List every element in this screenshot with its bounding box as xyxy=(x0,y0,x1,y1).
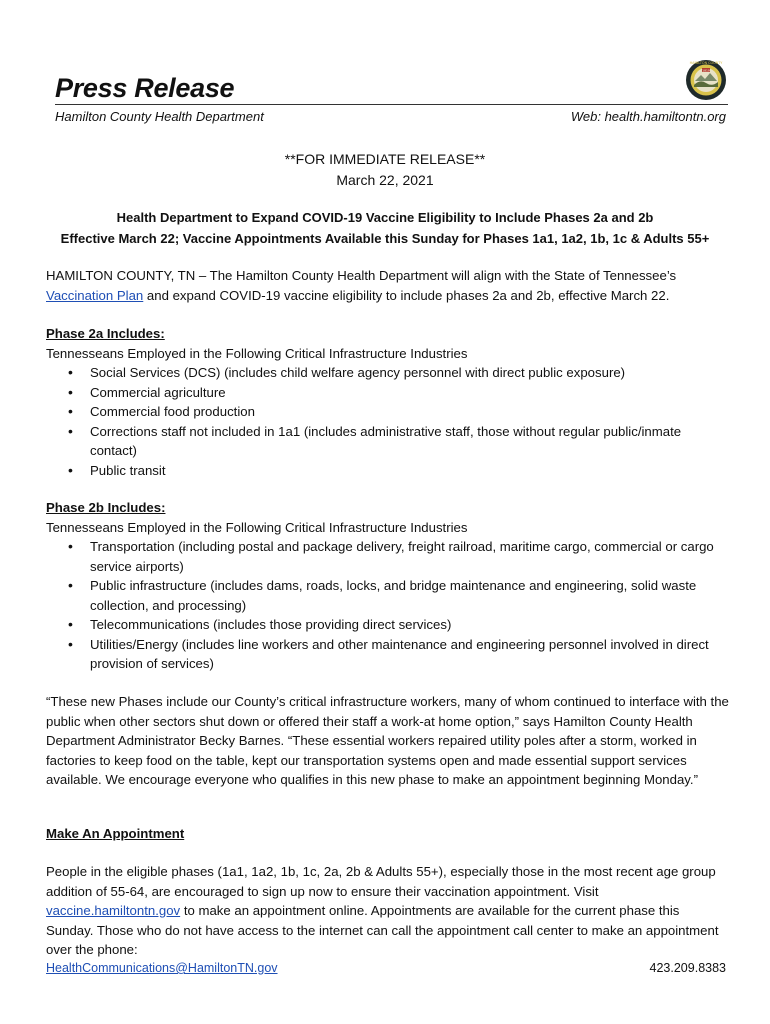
phase-2b-heading: Phase 2b Includes: xyxy=(46,500,166,515)
phase-2b-section xyxy=(46,498,730,674)
quote-text: “These new Phases include our County’s critical infrastructure workers, many of whom continued to interface with the public when other sectors shut down or offered their staff a work-at home option,” says Hamilton County Health Department Administrator Becky Barnes. “These essential workers repaired utility poles after a storm, worked in factories to keep food on the table, kept our transportation systems open and made essential support services available. We encourage everyone who qualifies in this new phase to make an appointment beginning Monday.” xyxy=(46,694,729,787)
appointment-paragraph xyxy=(46,862,730,960)
appointment-heading-text: Make An Appointment xyxy=(46,826,185,841)
list-item: • Public infrastructure (includes dams, roads, locks, and bridge maintenance and engineering, solid waste collection, and processing) xyxy=(46,576,730,615)
list-item: • Public transit xyxy=(46,461,730,481)
list-item: • Telecommunications (includes those providing direct services) xyxy=(46,615,730,635)
phase-2a-heading: Phase 2a Includes: xyxy=(46,326,165,341)
intro-paragraph xyxy=(46,266,730,305)
county-seal-icon xyxy=(685,59,727,101)
headline-line-2: Effective March 22; Vaccine Appointments Available this Sunday for Phases 1a1, 1a2, 1b, 1c & Adults 55+ xyxy=(60,231,710,246)
phase-2b-subheading: Tennesseans Employed in the Following Critical Infrastructure Industries xyxy=(46,519,468,535)
contact-phone: 423.209.8383 xyxy=(649,961,726,975)
organization-name: Hamilton County Health Department xyxy=(55,109,264,124)
vaccine-site-link[interactable]: vaccine.hamiltontn.gov xyxy=(46,903,181,918)
headline-line-1: Health Department to Expand COVID-19 Vaccine Eligibility to Include Phases 2a and 2b xyxy=(116,210,654,225)
intro-text-start: HAMILTON COUNTY, TN – The Hamilton County Health Department will align with the State of Tennessee’s xyxy=(46,268,677,283)
svg-text:1819: 1819 xyxy=(702,68,710,73)
list-item: • Transportation (including postal and package delivery, freight railroad, maritime cargo, commercial or cargo service airports) xyxy=(46,537,730,576)
header-divider xyxy=(55,104,728,105)
vaccination-plan-link[interactable]: Vaccination Plan xyxy=(46,287,144,303)
page-title: Press Release xyxy=(55,73,235,103)
quote-paragraph xyxy=(46,692,730,790)
svg-text:HAMILTON COUNTY: HAMILTON COUNTY xyxy=(689,61,723,66)
appointment-heading xyxy=(46,824,730,844)
list-item: • Commercial agriculture xyxy=(46,383,730,403)
list-item: • Utilities/Energy (includes line workers and other maintenance and engineering personnel involved in direct provision of services) xyxy=(46,635,730,674)
contact-email-link[interactable]: HealthCommunications@HamiltonTN.gov xyxy=(46,961,278,975)
list-item: • Corrections staff not included in 1a1 (includes administrative staff, those without regular public/inmate contact) xyxy=(46,422,730,461)
phase-2b-list xyxy=(46,537,730,674)
phase-2a-list xyxy=(46,363,730,480)
website-label: Web: health.hamiltontn.org xyxy=(570,109,726,124)
list-item: • Social Services (DCS) (includes child welfare agency personnel with direct public exposure) xyxy=(46,363,730,383)
appointment-text-end: to make an appointment online. Appointments are available for the current phase this Sunday. Those who do not have access to the internet can call the appointment call center to make an appointment over the phone: xyxy=(46,903,719,957)
release-date: March 22, 2021 xyxy=(336,172,434,188)
intro-text-end: and expand COVID-19 vaccine eligibility to include phases 2a and 2b, effective March 22. xyxy=(143,287,670,303)
list-item: • Commercial food production xyxy=(46,402,730,422)
phase-2a-subheading: Tennesseans Employed in the Following Critical Infrastructure Industries xyxy=(46,345,468,361)
appointment-text-start: People in the eligible phases (1a1, 1a2, 1b, 1c, 2a, 2b & Adults 55+), especially those in the most recent age group addition of 55-64, are encouraged to sign up now to ensure their vaccination appointment. Visit xyxy=(46,864,716,899)
immediate-release-label: **FOR IMMEDIATE RELEASE** xyxy=(284,151,486,167)
phase-2a-section xyxy=(46,324,730,480)
